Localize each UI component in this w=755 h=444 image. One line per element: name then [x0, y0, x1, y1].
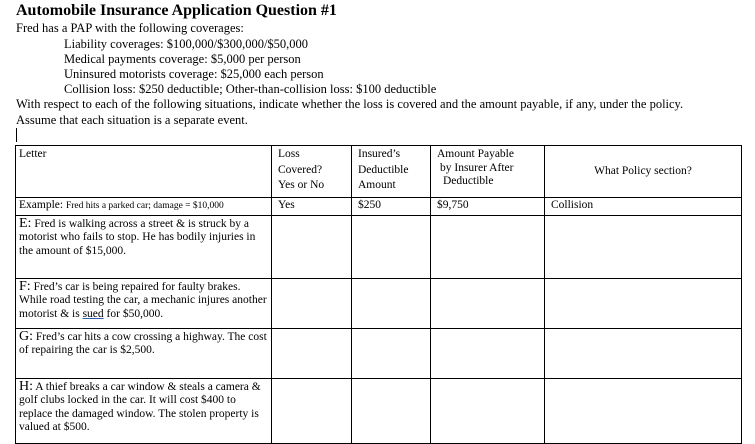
table-row-e: [16, 215, 742, 278]
instructions-line-1: With respect to each of the following situations, indicate whether the loss is covered and the amount payable, if any, under the policy.: [16, 97, 684, 111]
header-payable-line-2: by Insurer After: [440, 161, 514, 174]
table-row-h: [16, 378, 742, 443]
scenario-f-text: Fred’s car is being repaired for faulty brakes. While road testing the car, a mechanic injures another motorist & is: [19, 280, 267, 320]
table-row-f: [16, 278, 742, 328]
scenario-h-deductible-cell[interactable]: [352, 378, 431, 443]
header-deductible-line-3: Amount: [358, 179, 396, 191]
coverage-collision: Collision loss: $250 deductible; Other-than-collision loss: $100 deductible: [64, 82, 437, 96]
scenario-g: [16, 328, 272, 378]
scenario-e-covered-cell[interactable]: [272, 215, 352, 278]
scenario-f: [16, 278, 272, 328]
header-loss-covered-line-3: Yes or No: [278, 179, 325, 191]
header-letter-label: Letter: [19, 148, 47, 160]
scenario-f-sued-word: sued: [82, 307, 104, 320]
example-label: Example:: [19, 199, 64, 211]
header-policy-section: [545, 146, 742, 198]
coverage-liability: Liability coverages: $100,000/$300,000/$50,000: [64, 37, 309, 51]
page-title: Automobile Insurance Application Question #1: [16, 2, 337, 19]
scenario-h-section-cell[interactable]: [545, 378, 742, 443]
scenario-e-payable-cell[interactable]: [431, 215, 545, 278]
header-deductible-line-2: Deductible: [358, 163, 409, 176]
example-section: Collision: [545, 198, 742, 216]
scenario-e-deductible-cell[interactable]: [352, 215, 431, 278]
example-description: [16, 198, 272, 216]
instructions-line-2: Assume that each situation is a separate event.: [16, 113, 248, 127]
scenario-f-deductible-cell[interactable]: [352, 278, 431, 328]
scenario-h: [16, 378, 272, 443]
scenario-h-text: A thief breaks a car window & steals a camera & golf clubs locked in the car. It will cost $400 to replace the damaged window. The stolen property is valued at $500.: [19, 380, 261, 433]
scenario-f-letter: F:: [19, 278, 31, 294]
table-row-example: [16, 198, 742, 216]
scenario-e: [16, 215, 272, 278]
scenario-h-letter: H:: [19, 378, 33, 394]
scenario-f-section-cell[interactable]: [545, 278, 742, 328]
header-payable-line-3: Deductible: [443, 175, 494, 187]
example-deductible: $250: [352, 198, 431, 216]
table-row-g: [16, 328, 742, 378]
scenario-e-letter: E:: [19, 215, 32, 231]
header-loss-covered-line-1: Loss: [278, 148, 300, 160]
scenario-h-payable-cell[interactable]: [431, 378, 545, 443]
header-amount-payable: [431, 146, 545, 198]
header-policy-section-label: What Policy section?: [594, 164, 692, 177]
header-letter: [16, 146, 272, 198]
coverage-uninsured: Uninsured motorists coverage: $25,000 each person: [64, 67, 324, 81]
scenario-g-letter: G:: [19, 328, 33, 344]
header-deductible-line-1: Insured’s: [358, 148, 401, 160]
coverage-table: [15, 145, 742, 444]
header-loss-covered-line-2: Covered?: [278, 163, 323, 176]
scenario-g-covered-cell[interactable]: [272, 328, 352, 378]
example-payable: $9,750: [431, 198, 545, 216]
scenario-h-covered-cell[interactable]: [272, 378, 352, 443]
scenario-f-covered-cell[interactable]: [272, 278, 352, 328]
intro-text: Fred has a PAP with the following coverages:: [16, 21, 244, 35]
scenario-g-payable-cell[interactable]: [431, 328, 545, 378]
scenario-g-deductible-cell[interactable]: [352, 328, 431, 378]
header-insureds-deductible: [352, 146, 431, 198]
scenario-f-text-end: for $50,000.: [103, 307, 164, 320]
header-loss-covered: [272, 146, 352, 198]
text-cursor: [16, 128, 17, 142]
table-header-row: [16, 146, 742, 198]
coverage-medical: Medical payments coverage: $5,000 per person: [64, 52, 301, 66]
example-covered: Yes: [272, 198, 352, 216]
scenario-e-text: Fred is walking across a street & is struck by a motorist who fails to stop. He has bodily injuries in the amount of $15,000.: [19, 217, 256, 257]
scenario-f-payable-cell[interactable]: [431, 278, 545, 328]
scenario-g-text: Fred’s car hits a cow crossing a highway. The cost of repairing the car is $2,500.: [19, 330, 267, 356]
scenario-e-section-cell[interactable]: [545, 215, 742, 278]
scenario-g-section-cell[interactable]: [545, 328, 742, 378]
header-payable-line-1: Amount Payable: [437, 148, 514, 160]
example-text: Fred hits a parked car; damage = $10,000: [65, 201, 224, 211]
